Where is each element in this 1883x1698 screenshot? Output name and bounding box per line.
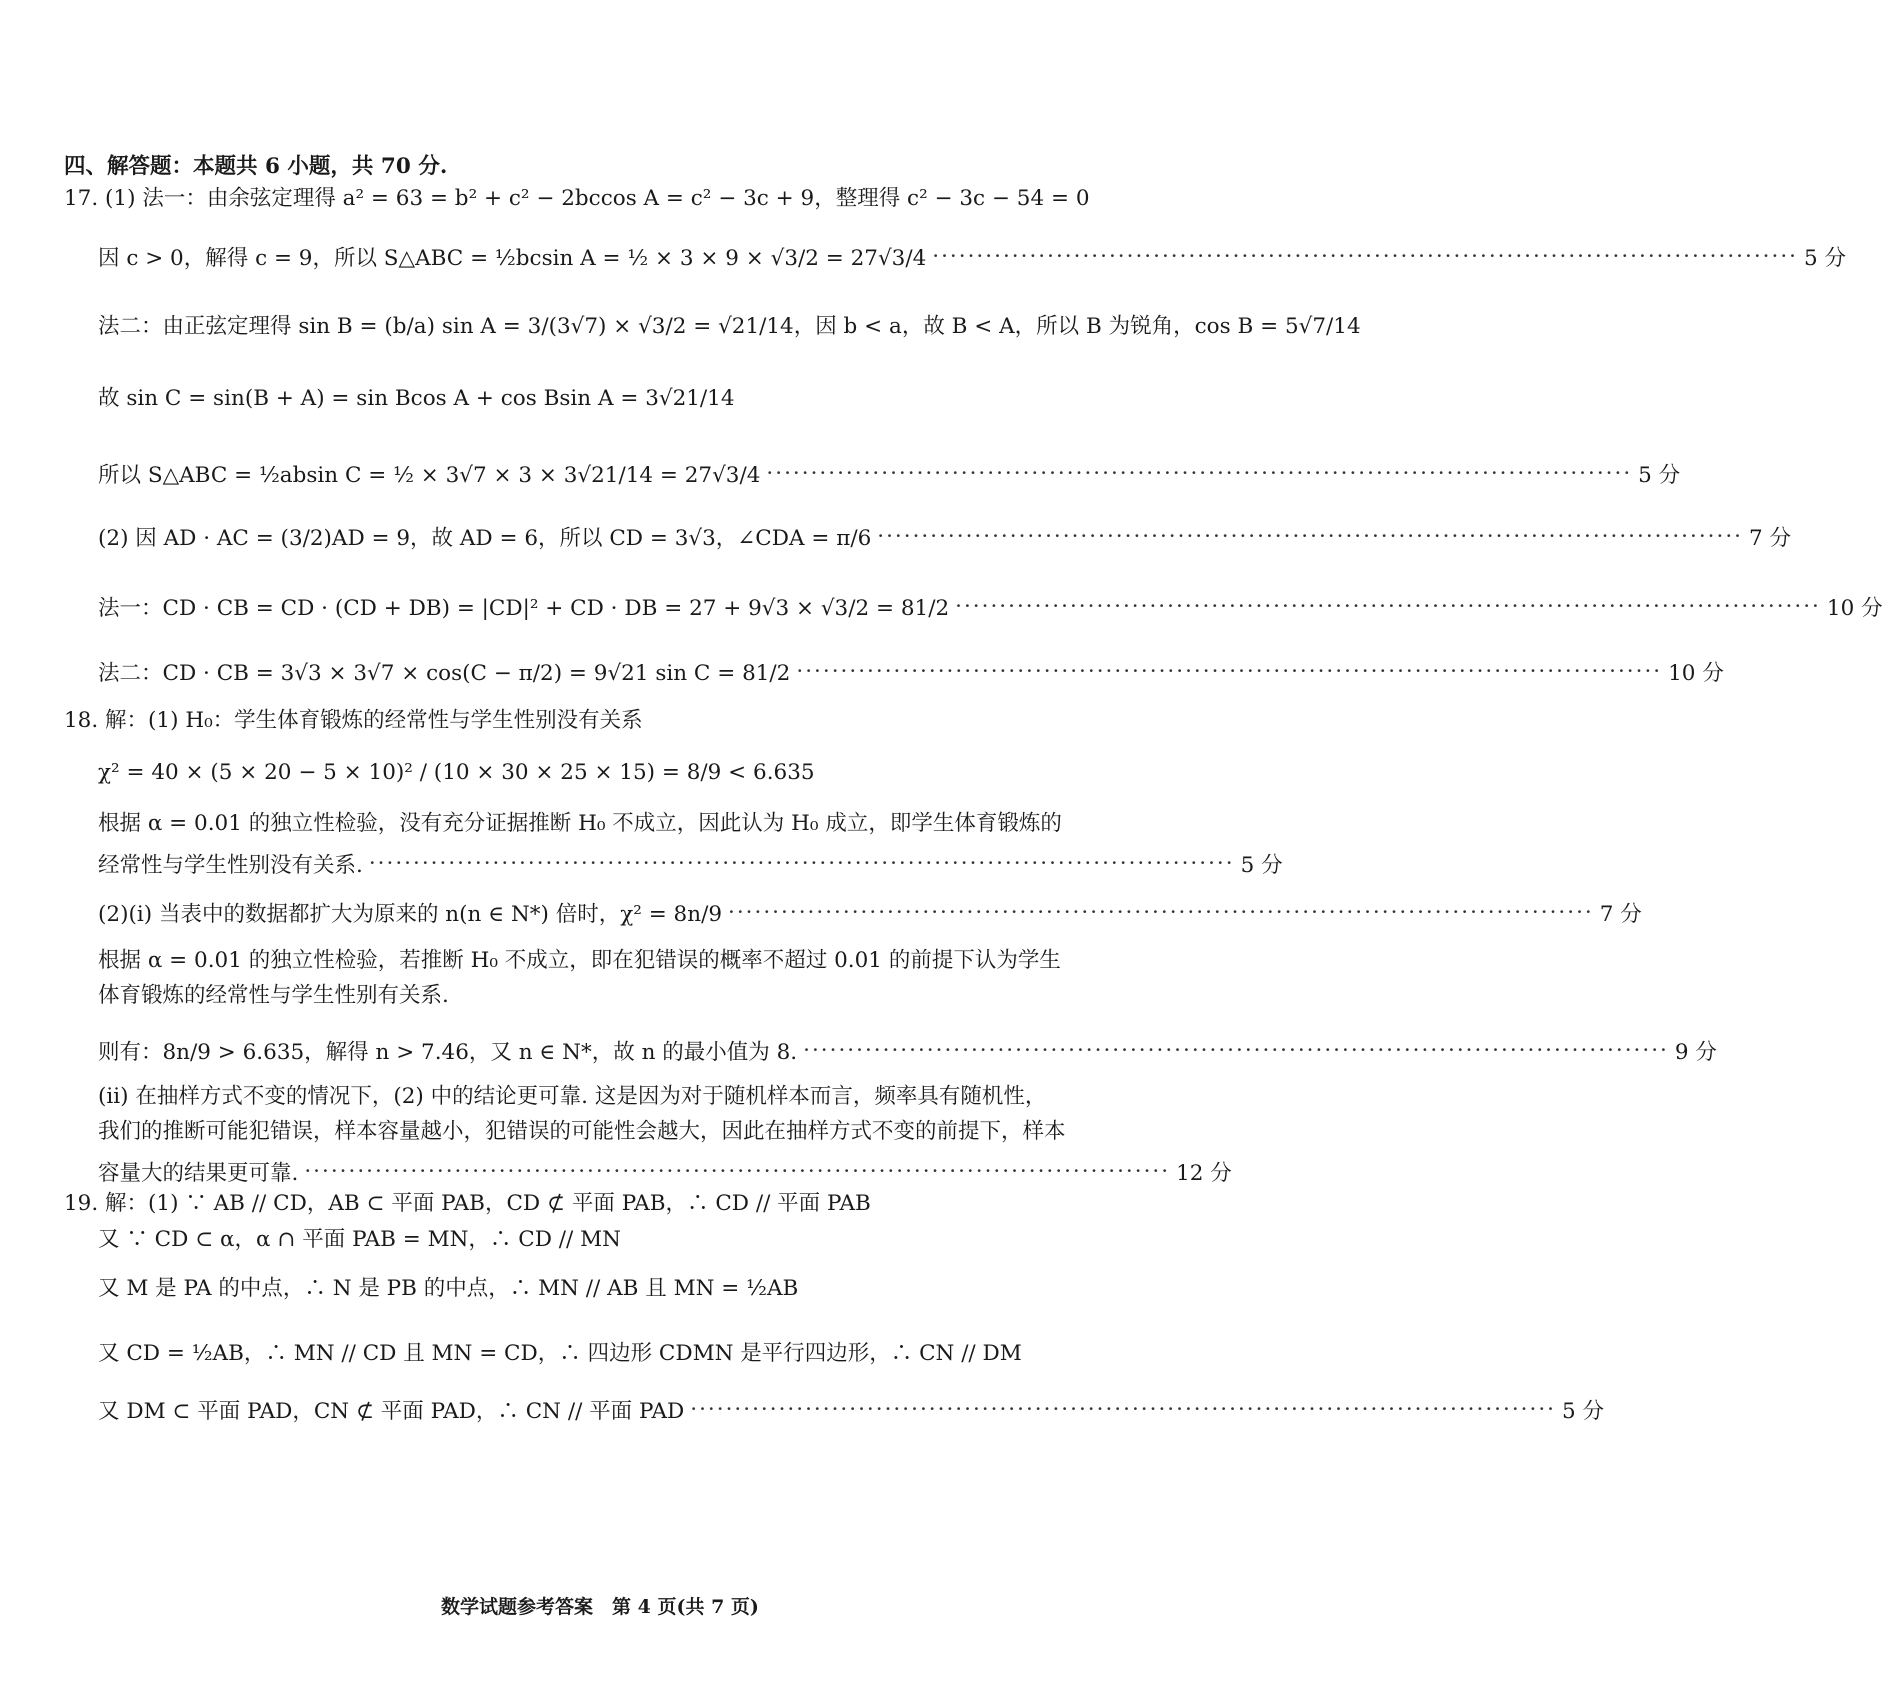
q19-line-1: 19. 解：(1) ∵ AB // CD，AB ⊂ 平面 PAB，CD ⊄ 平面 PAB，∴ CD // 平面 PAB	[64, 1191, 871, 1216]
score-label: 5 分	[1240, 853, 1283, 878]
q19-line-3: 又 M 是 PA 的中点，∴ N 是 PB 的中点，∴ MN // AB 且 MN = ½AB	[98, 1276, 799, 1301]
dot-leader: ··································································································	[796, 659, 1663, 684]
score-label: 7 分	[1599, 902, 1642, 927]
q17-line-4: 故 sin C = sin(B + A) = sin Bcos A + cos Bsin A = 3√21/14	[98, 386, 735, 411]
q18-line-10: 我们的推断可能犯错误，样本容量越小，犯错误的可能性会越大，因此在抽样方式不变的前提下，样本	[98, 1119, 1066, 1144]
q18-line-5: (2)(ⅰ) 当表中的数据都扩大为原来的 n(n ∈ N*) 倍时，χ² = 8n/9	[98, 902, 723, 927]
q17-line-6-row	[98, 521, 1792, 552]
q19-line-4: 又 CD = ½AB，∴ MN // CD 且 MN = CD，∴ 四边形 CDMN 是平行四边形，∴ CN // DM	[98, 1341, 1022, 1366]
q18-line-11: 容量大的结果更可靠.	[98, 1161, 299, 1186]
q17-line-7-row	[98, 591, 1883, 622]
score-label: 9 分	[1674, 1040, 1717, 1065]
q17-line-7: 法一：CD · CB = CD · (CD + DB) = |CD|² + CD · DB = 27 + 9√3 × √3/2 = 81/2	[98, 596, 950, 621]
q18-line-1: 18. 解：(1) H₀：学生体育锻炼的经常性与学生性别没有关系	[64, 708, 643, 733]
score-label: 7 分	[1749, 526, 1792, 551]
dot-leader: ··································································································	[690, 1397, 1557, 1422]
q19-line-5: 又 DM ⊂ 平面 PAD，CN ⊄ 平面 PAD，∴ CN // 平面 PAD	[98, 1399, 685, 1424]
q17-line-8: 法二：CD · CB = 3√3 × 3√7 × cos(C − π/2) = 9√21 sin C = 81/2	[98, 661, 791, 686]
q17-line-5-row	[98, 458, 1681, 489]
q17-line-6: (2) 因 AD · AC = (3/2)AD = 9，故 AD = 6，所以 CD = 3√3，∠CDA = π/6	[98, 526, 872, 551]
q17-line-3: 法二：由正弦定理得 sin B = (b/a) sin A = 3/(3√7) × √3/2 = √21/14，因 b < a，故 B < A，所以 B 为锐角，cos B = 5√7/14	[98, 314, 1361, 339]
q17-line-2: 因 c > 0，解得 c = 9，所以 S△ABC = ½bcsin A = ½ × 3 × 9 × √3/2 = 27√3/4	[98, 246, 927, 271]
score-label: 5 分	[1562, 1399, 1605, 1424]
score-label: 10 分	[1668, 661, 1724, 686]
q18-line-2: χ² = 40 × (5 × 20 − 5 × 10)² / (10 × 30 × 25 × 15) = 8/9 < 6.635	[98, 760, 815, 785]
dot-leader: ··································································································	[803, 1038, 1669, 1063]
q18-line-8-row	[98, 1035, 1717, 1066]
dot-leader: ··································································································	[728, 900, 1594, 925]
dot-leader: ··································································································	[955, 594, 1821, 619]
q18-line-4: 经常性与学生性别没有关系.	[98, 853, 363, 878]
q18-line-6: 根据 α = 0.01 的独立性检验，若推断 H₀ 不成立，即在犯错误的概率不超过 0.01 的前提下认为学生	[98, 948, 1061, 973]
q18-line-9: (ⅱ) 在抽样方式不变的情况下，(2) 中的结论更可靠. 这是因为对于随机样本而言，频率具有随机性，	[98, 1084, 1047, 1109]
q18-line-8: 则有：8n/9 > 6.635，解得 n > 7.46，又 n ∈ N*，故 n 的最小值为 8.	[98, 1040, 798, 1065]
q17-line-2-row	[98, 241, 1847, 272]
dot-leader: ··································································································	[368, 851, 1235, 876]
q18-line-4-row	[98, 848, 1283, 879]
q17-line-8-row	[98, 656, 1724, 687]
q19-line-5-row	[98, 1394, 1605, 1425]
score-label: 10 分	[1826, 596, 1883, 621]
q18-line-5-row	[98, 897, 1642, 928]
q17-line-1: 17. (1) 法一：由余弦定理得 a² = 63 = b² + c² − 2bccos A = c² − 3c + 9，整理得 c² − 3c − 54 = 0	[64, 186, 1090, 211]
q18-line-3: 根据 α = 0.01 的独立性检验，没有充分证据推断 H₀ 不成立，因此认为 H₀ 成立，即学生体育锻炼的	[98, 811, 1062, 836]
score-label: 12 分	[1176, 1161, 1232, 1186]
score-label: 5 分	[1804, 246, 1847, 271]
section-heading: 四、解答题：本题共 6 小题，共 70 分.	[64, 154, 448, 179]
q19-line-2: 又 ∵ CD ⊂ α，α ∩ 平面 PAB = MN，∴ CD // MN	[98, 1227, 621, 1252]
q18-line-7: 体育锻炼的经常性与学生性别有关系.	[98, 983, 449, 1008]
q17-line-5: 所以 S△ABC = ½absin C = ½ × 3√7 × 3 × 3√21/14 = 27√3/4	[98, 463, 761, 488]
score-label: 5 分	[1638, 463, 1681, 488]
dot-leader: ··································································································	[304, 1159, 1171, 1184]
q18-line-11-row	[98, 1156, 1232, 1187]
page-footer: 数学试题参考答案 第 4 页(共 7 页)	[441, 1596, 759, 1618]
dot-leader: ··································································································	[766, 461, 1633, 486]
dot-leader: ··································································································	[877, 524, 1744, 549]
dot-leader: ··································································································	[932, 244, 1799, 269]
